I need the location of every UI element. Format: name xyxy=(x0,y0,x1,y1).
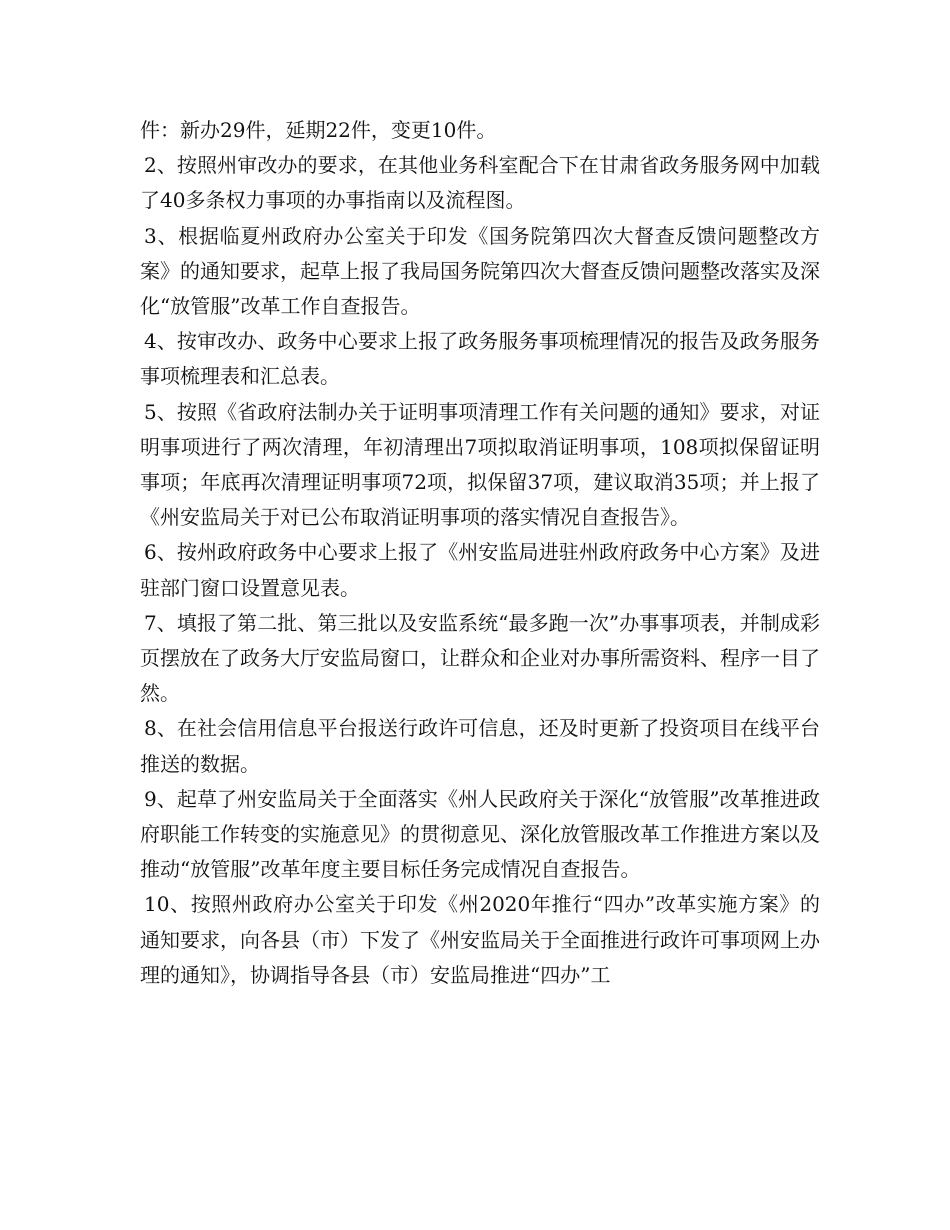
paragraph-item-7: 7、填报了第二批、第三批以及安监系统“最多跑一次”办事事项表，并制成彩页摆放在了政务大厅安监局窗口，让群众和企业对办事所需资料、程序一目了然。 xyxy=(140,610,820,706)
paragraph-item-5: 5、按照《省政府法制办关于证明事项清理工作有关问题的通知》要求，对证明事项进行了两次清理，年初清理出7项拟取消证明事项，108项拟保留证明事项；年底再次清理证明事项72项，拟保留37项，建议取消35项；并上报了《州安监局关于对已公布取消证明事项的落实情况自查报告》。 xyxy=(140,399,820,530)
paragraph-item-8: 8、在社会信用信息平台报送行政许可信息，还及时更新了投资项目在线平台推送的数据。 xyxy=(140,716,820,776)
paragraph-item-2: 2、按照州审改办的要求，在其他业务科室配合下在甘肃省政务服务网中加载了40多条权力事项的办事指南以及流程图。 xyxy=(140,153,820,213)
paragraph-item-9: 9、起草了州安监局关于全面落实《州人民政府关于深化“放管服”改革推进政府职能工作转变的实施意见》的贯彻意见、深化放管服改革工作推进方案以及推动“放管服”改革年度主要目标任务完成情况自查报告。 xyxy=(140,786,820,882)
paragraph-item-10: 10、按照州政府办公室关于印发《州2020年推行“四办”改革实施方案》的通知要求，向各县（市）下发了《州安监局关于全面推进行政许可事项网上办理的通知》，协调指导各县（市）安监局推进“四办”工 xyxy=(140,892,820,987)
paragraph-item-6: 6、按州政府政务中心要求上报了《州安监局进驻州政府政务中心方案》及进驻部门窗口设置意见表。 xyxy=(140,540,820,600)
paragraph-item-4: 4、按审改办、政务中心要求上报了政务服务事项梳理情况的报告及政务服务事项梳理表和汇总表。 xyxy=(140,329,820,389)
paragraph-item-3: 3、根据临夏州政府办公室关于印发《国务院第四次大督查反馈问题整改方案》的通知要求，起草上报了我局国务院第四次大督查反馈问题整改落实及深化“放管服”改革工作自查报告。 xyxy=(140,223,820,319)
paragraph-continuation: 件：新办29件，延期22件，变更10件。 xyxy=(140,118,497,142)
body-text xyxy=(140,113,820,993)
